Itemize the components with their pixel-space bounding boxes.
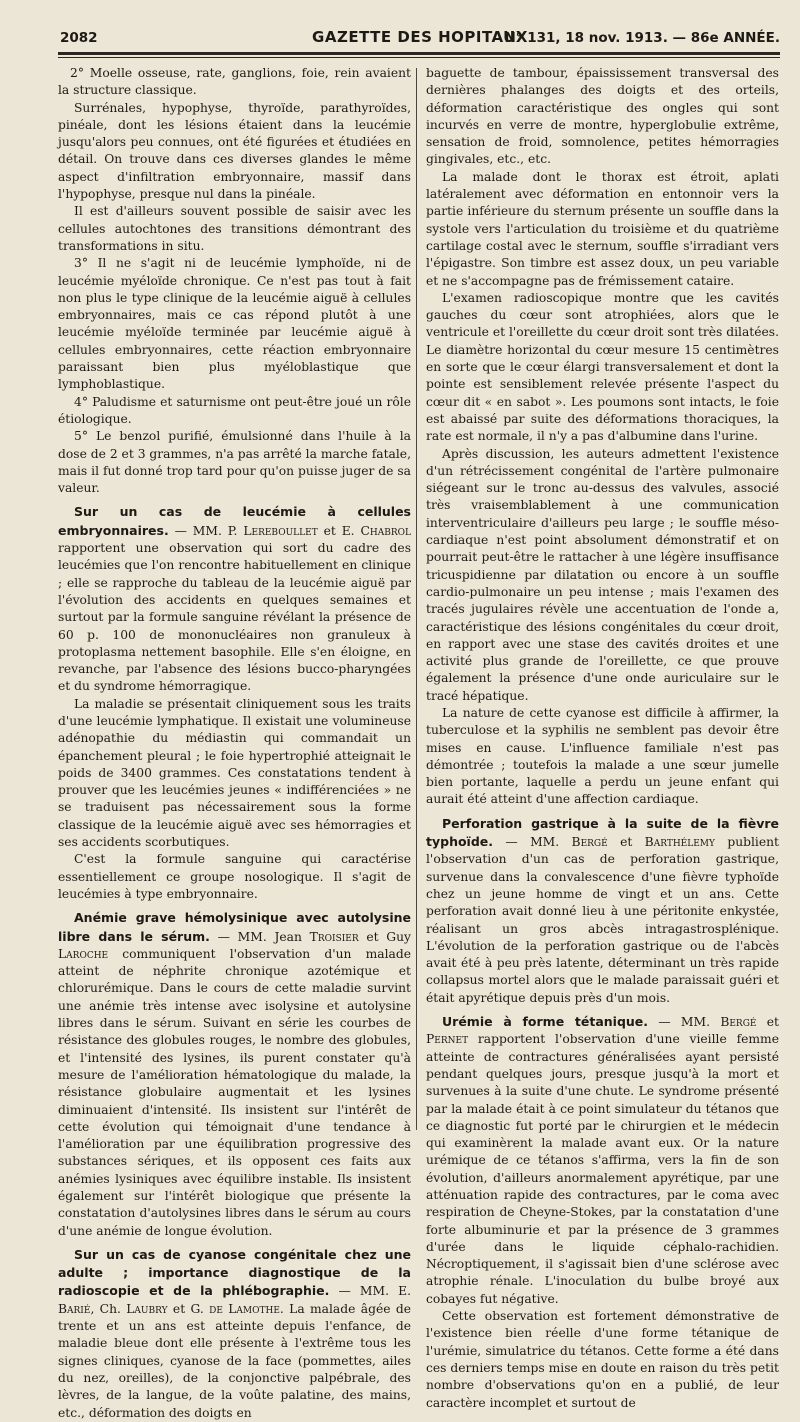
journal-title: GAZETTE DES HOPITAUX [312, 28, 528, 46]
header-rule-thick [58, 52, 780, 55]
page-number: 2082 [60, 30, 98, 46]
column-divider [416, 68, 417, 1130]
section-heading: Urémie à forme tétanique. [442, 1014, 649, 1030]
author-name: Pernet [426, 1032, 469, 1047]
section-anemie: Anémie grave hémolysinique avec autolysine libre dans le sérum. — MM. Jean Troisier et Guy Laroche communiquent l'observation d'un malade atteint de néphrite chronique azotémique et chlorurémique. Dans le cours de cette maladie survint une anémie très intense avec isolysine et autolysine libres dans le sérum. Suivant en série les courbes de résistance des globules rouges, le nombre des globules, et l'intensité des lysines, ils purent constater qu'à mesure de l'amélioration hématologique du malade, la résistance globulaire augmentait et les lysines diminuaient d'intensité. Ils insistent sur l'intérêt de cette évolution qui témoignait d'une tendance à l'amélioration par une équilibration progressive des substances sériques, et ils opposent ces faits aux anémies lysiniques avec équilibre instable. Ils insistent également sur l'intérêt biologique que présente la constatation d'autolysines libres dans le sérum au cours d'une anémie de longue évolution. [58, 910, 411, 1238]
paragraph: Après discussion, les auteurs admettent l'existence d'un rétrécissement congénital de l'artère pulmonaire siégeant sur le tronc au-dessus des valvules, associé très vraisemblablement à une communication interventriculaire d'ailleurs peu large ; le souffle méso-cardiaque n'est point absolument démonstratif et on pourrait peut-être le rattacher à une légère insuffisance tricuspidienne par dilatation ou encore à un souffle cardio-pulmonaire un peu intense ; mais l'examen des tracés jugulaires révèle une accentuation de l'onde a, caractéristique des lésions congénitales du cœur droit, en rapport avec une stase des cavités droites et une activité plus grande de l'oreillette, ce que prouve également la présence d'une onde auriculaire sur le tracé hépatique. [426, 446, 779, 703]
author-name: Barié [58, 1301, 91, 1316]
author-name: de Lamothe [209, 1301, 280, 1316]
paragraph: 5° Le benzol purifié, émulsionné dans l'huile à la dose de 2 et 3 grammes, n'a pas arrêté la marche fatale, mais il fut donné trop tard pour qu'on puisse juger de sa valeur. [58, 429, 411, 496]
section-heading: Sur un cas de leucémie à cellules embryonnaires. [58, 504, 411, 538]
paragraph: C'est la formule sanguine qui caractérise essentiellement ce groupe nosologique. Il s'agit de leucémies à type embryonnaire. [58, 852, 411, 901]
author-name: Lereboullet [243, 523, 318, 538]
paragraph: Surrénales, hypophyse, thyroïde, parathyroïdes, pinéale, dont les lésions étaient dans la leucémie jusqu'alors peu connues, ont été figurées et étudiées en détail. On trouve dans ces diverses glandes le même aspect d'infiltration embryonnaire, massif dans l'hypophyse, presque nul dans la pinéale. [58, 100, 411, 202]
section-heading: Sur un cas de cyanose congénitale chez une adulte ; importance diagnostique de la radioscopie et de la phlébographie. [58, 1246, 411, 1299]
author-name: Bergé [720, 1015, 757, 1030]
section-perforation: Perforation gastrique à la suite de la fièvre typhoïde. — MM. Bergé et Barthélemy publient l'observation d'un cas de perforation gastrique, survenue dans la convalescence d'une fièvre typhoïde chez un jeune homme de vingt et un ans. Cette perforation avait donné lieu à une péritonite enkystée, réalisant un gros abcès intragastrosplénique. L'évolution de la perforation gastrique ou de l'abcès avait été à peu près latente, déterminant un très rapide collapsus mortel alors que le malade paraissait guéri et était apyrétique depuis près d'un mois. [426, 815, 779, 1005]
section-cyanose: Sur un cas de cyanose congénitale chez une adulte ; importance diagnostique de la radioscopie et de la phlébographie. — MM. E. Barié, Ch. Laubry et G. de Lamothe. La malade âgée de trente et un ans est atteinte depuis l'enfance, de maladie bleue dont elle présente à l'extrême tous les signes cliniques, cyanose de la face (pommettes, ailes du nez, oreilles), de la conjonctive palpébrale, des lèvres, de la langue, de la voûte palatine, des mains, etc., déformation des doigts en [58, 1246, 412, 1420]
paragraph: 4° Paludisme et saturnisme ont peut-être joué un rôle étiologique. [58, 394, 411, 426]
section-uremie: Urémie à forme tétanique. — MM. Bergé et Pernet rapportent l'observation d'une vieille femme atteinte de contractures généralisées ayant persisté pendant quelques jours, presque jusqu'à la mort et survenues à la suite d'une chute. Le syndrome présenté par la malade était à ce point simulateur du tétanos que ce diagnostic fut porté par le chirurgien et le médecin qui examinèrent la malade avant eux. Or la nature urémique de ce tétanos s'affirma, vers la fin de son évolution, d'ailleurs anormalement apyrétique, par une atténuation rapide des contractures, par le coma avec respiration de Cheyne-Stokes, par la constatation d'une forte albuminurie et par la présence de 3 grammes d'urée dans le liquide céphalo-rachidien. Nécroptiquement, il s'agissait bien d'une sclérose avec atrophie rénale. L'inoculation du bulbe broyé aux cobayes fut négative. [426, 1014, 779, 1306]
author-name: Barthélemy [644, 835, 715, 850]
section-leucemie: Sur un cas de leucémie à cellules embryonnaires. — MM. P. Lereboullet et E. Chabrol rapportent une observation qui sort du cadre des leucémies que l'on rencontre habituellement en clinique ; elle se rapproche du tableau de la leucémie aiguë par l'évolution des accidents en quelques semaines et surtout par la formule sanguine révélant la présence de 60 p. 100 de mononucléaires non granuleux à protoplasma nettement basophile. Elle s'en éloigne, en revanche, par l'absence des lésions bucco-pharyngées et du syndrome hémorragique. [58, 504, 411, 694]
author-name: Laubry [126, 1301, 168, 1316]
issue-info: N° 131, 18 nov. 1913. — 86e ANNÉE. [504, 30, 780, 46]
right-column [426, 65, 779, 1410]
header-rule-thin [58, 57, 780, 58]
section-heading: Perforation gastrique à la suite de la fièvre typhoïde. [426, 815, 779, 850]
paragraph: La maladie se présentait cliniquement sous les traits d'une leucémie lymphatique. Il existait une volumineuse adénopathie du médiastin qui commandait un épanchement pleural ; le foie hypertrophié atteignait le poids de 3400 grammes. Ces constatations tendent à prouver que les leucémies jeunes « indifférenciées » ne se traduisent pas nécessairement sous la forme classique de la leucémie aiguë avec ses hémorragies et ses accidents scorbutiques. [58, 696, 411, 850]
paragraph: L'examen radioscopique montre que les cavités gauches du cœur sont atrophiées, alors que le ventricule et l'oreillette du cœur droit sont très dilatées. Le diamètre horizontal du cœur mesure 15 centimètres en sorte que le cœur élargi transversalement et dont la pointe est sensiblement relevée présente l'aspect du cœur dit « en sabot ». Les poumons sont intacts, le foie est abaissé par suite des déformations thoraciques, la rate est normale, il n'y a pas d'albumine dans l'urine. [426, 290, 779, 444]
paragraph: La malade dont le thorax est étroit, aplati latéralement avec déformation en entonnoir vers la partie inférieure du sternum présente un souffle dans la systole vers l'articulation du troisième et du quatrième cartilage costal avec le sternum, souffle s'irradiant vers l'épigastre. Son timbre est assez doux, un peu variable et ne s'accompagne pas de frémissement cataire. [426, 169, 779, 288]
section-heading: Anémie grave hémolysinique avec autolysine libre dans le sérum. [58, 910, 411, 944]
paragraph: Cette observation est fortement démonstrative de l'existence bien réelle d'une forme tétanique de l'urémie, simulatrice du tétanos. Cette forme a été dans ces derniers temps mise en doute en raison du très petit nombre d'observations qu'on en a publié, de leur caractère incomplet et surtout de [426, 1309, 779, 1410]
author-name: Bergé [571, 835, 608, 850]
paragraph: baguette de tambour, épaississement transversal des dernières phalanges des doigts et des orteils, déformation caractéristique des ongles qui sont incurvés en verre de montre, hyperglobulie extrême, sensation de froid, somnolence, petites hémorragies gingivales, etc., etc. [426, 66, 779, 167]
paragraph: 2° Moelle osseuse, rate, ganglions, foie, rein avaient la structure classique. [58, 66, 411, 98]
paragraph: La nature de cette cyanose est difficile à affirmer, la tuberculose et la syphilis ne semblent pas devoir être mises en cause. L'influence familiale n'est pas démontrée ; toutefois la malade a une sœur jumelle bien portante, laquelle a perdu un jeune enfant qui aurait été atteint d'une affection cardiaque. [426, 705, 779, 807]
paragraph: 3° Il ne s'agit ni de leucémie lymphoïde, ni de leucémie myéloïde chronique. Ce n'est pas tout à fait non plus le type clinique de la leucémie aiguë à cellules embryonnaires, mais ce cas répond plutôt à une leucémie myéloïde terminée par leucémie aiguë à cellules embryonnaires, cette réaction embryonnaire paraissant bien plus myéloblastique que lymphoblastique. [58, 256, 411, 392]
paragraph: Il est d'ailleurs souvent possible de saisir avec les cellules autochtones des transitions démontrant des transformations in situ. [58, 204, 411, 253]
author-name: Chabrol [360, 523, 411, 538]
author-name: Laroche [58, 946, 109, 961]
author-name: Troisier [309, 929, 359, 944]
left-column [58, 65, 412, 1420]
page-header [60, 26, 780, 48]
